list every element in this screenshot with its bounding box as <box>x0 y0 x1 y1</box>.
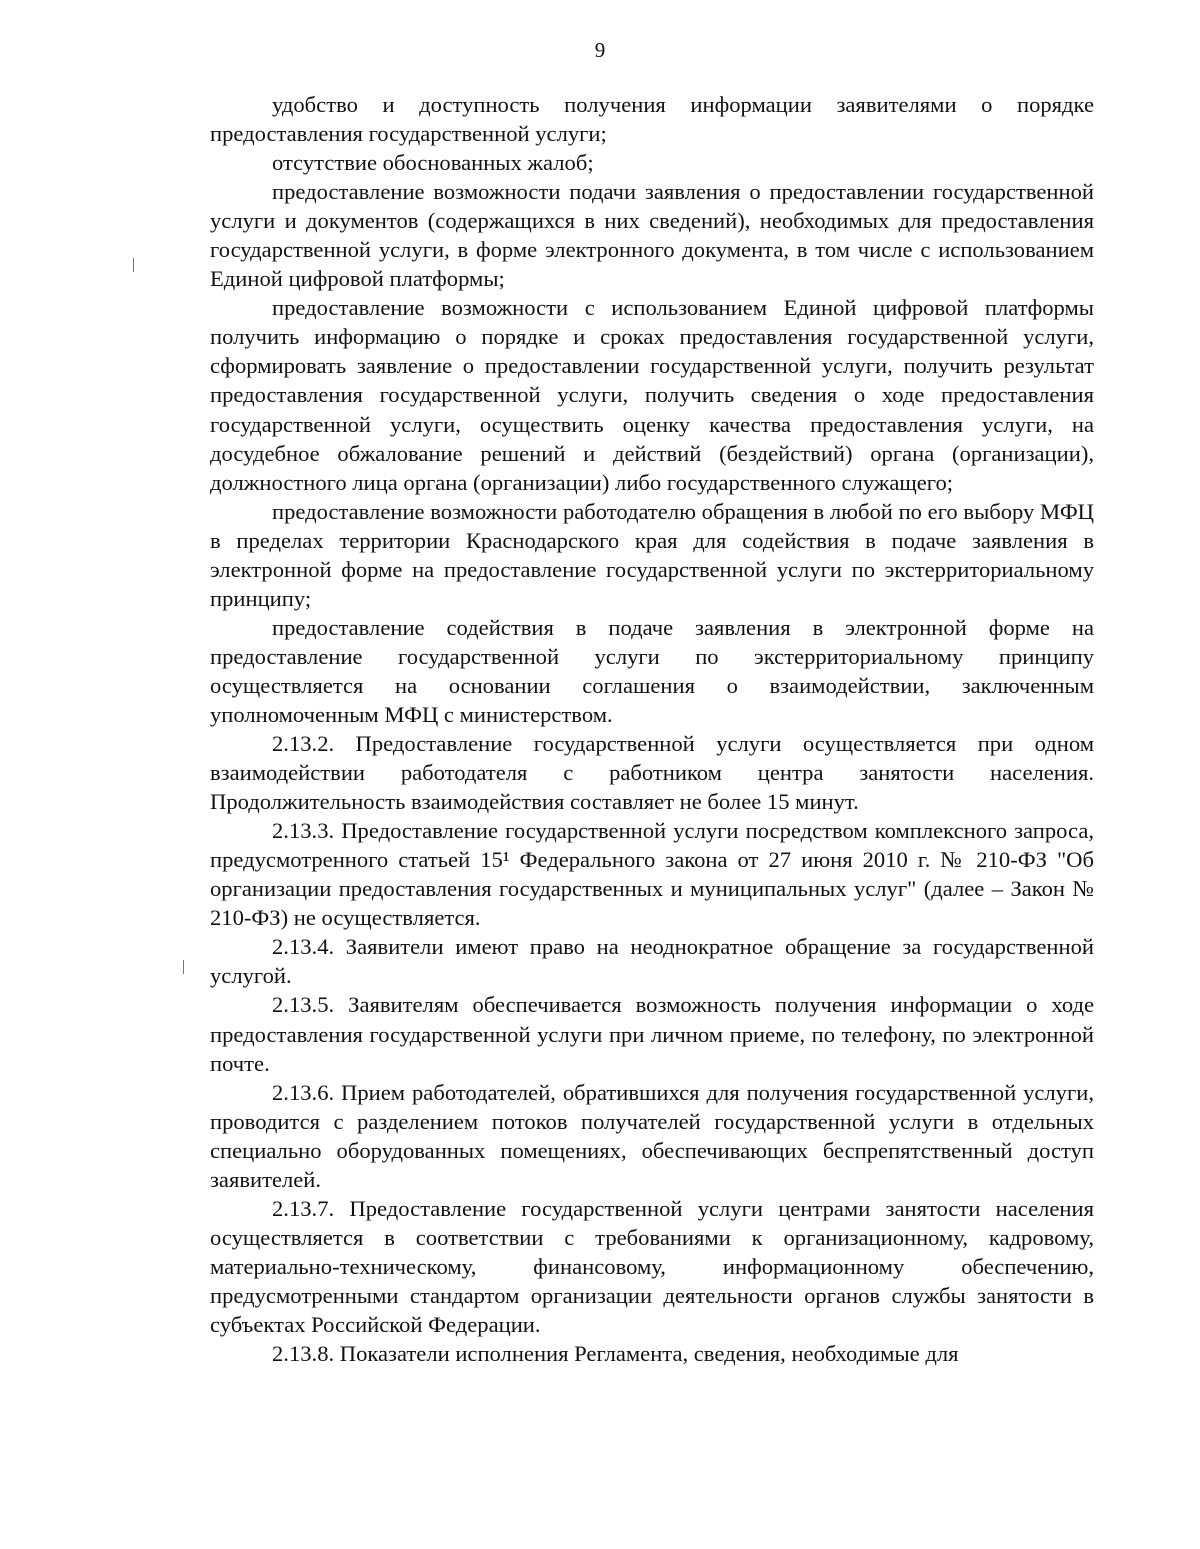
paragraph: предоставление возможности с использованием Единой цифровой платформы получить информацию о порядке и сроках предоставления государственной услуги, сформировать заявление о предоставлении государственной услуги, получить результат предоставления государственной услуги, получить сведения о ходе предоставления государственной услуги, осуществить оценку качества предоставления услуги, на досудебное обжалование решений и действий (бездействий) органа (организации), должностного лица органа (организации) либо государственного служащего; <box>210 295 1094 495</box>
paragraph: удобство и доступность получения информации заявителями о порядке предоставления государственной услуги; <box>210 92 1094 147</box>
paragraph: 2.13.3. Предоставление государственной услуги посредством комплексного запроса, предусмотренного статьей 15¹ Федерального закона от 27 июня 2010 г. № 210-ФЗ "Об организации предоставления государственных и муниципальных услуг" (далее – Закон № 210-ФЗ) не осуществляется. <box>210 818 1094 931</box>
paragraph: отсутствие обоснованных жалоб; <box>272 150 594 176</box>
paragraph: 2.13.8. Показатели исполнения Регламента, сведения, необходимые для <box>272 1341 959 1367</box>
paragraph: 2.13.5. Заявителям обеспечивается возможность получения информации о ходе предоставления государственной услуги при личном приеме, по телефону, по электронной почте. <box>210 992 1094 1076</box>
paragraph: 2.13.6. Прием работодателей, обратившихся для получения государственной услуги, проводится с разделением потоков получателей государственной услуги в отдельных специально оборудованных помещениях, обеспечивающих беспрепятственный доступ заявителей. <box>210 1079 1094 1192</box>
paragraph: 2.13.7. Предоставление государственной услуги центрами занятости населения осуществляется в соответствии с требованиями к организационному, кадровому, материально-техническому, финансовому, информационному обеспечению, предусмотренными стандартом организации деятельности органов службы занятости в субъектах Российской Федерации. <box>210 1195 1094 1337</box>
paragraph: 2.13.4. Заявители имеют право на неоднократное обращение за государственной услугой. <box>210 934 1094 989</box>
paragraph: предоставление возможности подачи заявления о предоставлении государственной услуги и документов (содержащихся в них сведений), необходимых для предоставления государственной услуги, в форме электронного документа, в том числе с использованием Единой цифровой платформы; <box>210 179 1094 292</box>
scan-artifact <box>133 258 134 272</box>
paragraph: предоставление возможности работодателю обращения в любой по его выбору МФЦ в пределах территории Краснодарского края для содействия в подаче заявления в электронной форме на предоставление государственной услуги по экстерриториальному принципу; <box>210 498 1094 611</box>
page-number: 9 <box>594 38 606 62</box>
scan-artifact <box>183 960 184 974</box>
document-body <box>210 90 1094 1368</box>
paragraph: предоставление содействия в подаче заявления в электронной форме на предоставление государственной услуги по экстерриториальному принципу осуществляется на основании соглашения о взаимодействии, заключенным уполномоченным МФЦ с министерством. <box>210 614 1094 727</box>
paragraph: 2.13.2. Предоставление государственной услуги осуществляется при одном взаимодействии работодателя с работником центра занятости населения. Продолжительность взаимодействия составляет не более 15 минут. <box>210 731 1094 815</box>
